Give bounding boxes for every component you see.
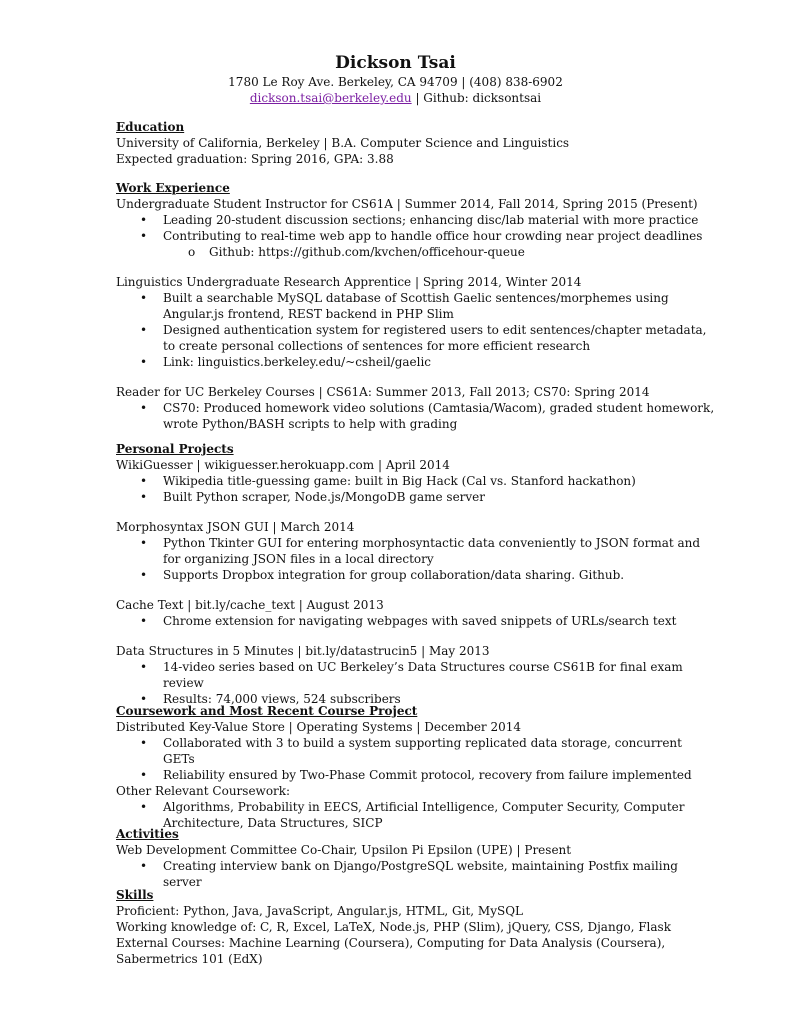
section-title: Coursework and Most Recent Course Project <box>116 704 418 718</box>
sub-bullet-item: o Github: https://github.com/kvchen/officehour-queue <box>116 244 716 260</box>
projects-section <box>116 441 716 707</box>
bullet-item: • Algorithms, Probability in EECS, Artificial Intelligence, Computer Security, Computer Architecture, Data Structures, SICP <box>116 799 716 831</box>
section-title: Work Experience <box>116 181 230 195</box>
entry-heading: Undergraduate Student Instructor for CS61A | Summer 2014, Fall 2014, Spring 2015 (Present) <box>116 197 698 211</box>
entry-heading: WikiGuesser | wikiguesser.herokuapp.com | April 2014 <box>116 458 450 472</box>
activities-section <box>116 826 716 890</box>
bullet-item: • Leading 20-student discussion sections; enhancing disc/lab material with more practice <box>116 212 716 228</box>
bullet-item: • Chrome extension for navigating webpages with saved snippets of URLs/search text <box>116 613 716 629</box>
skills-line: Working knowledge of: C, R, Excel, LaTeX, Node.js, PHP (Slim), jQuery, CSS, Django, Flask <box>116 920 671 934</box>
work-section <box>116 180 716 432</box>
education-line: Expected graduation: Spring 2016, GPA: 3.88 <box>116 152 394 166</box>
entry-heading: Data Structures in 5 Minutes | bit.ly/datastrucin5 | May 2013 <box>116 644 490 658</box>
email-link[interactable]: dickson.tsai@berkeley.edu <box>249 91 412 105</box>
resume-header <box>0 52 791 106</box>
bullet-item: • Built Python scraper, Node.js/MongoDB game server <box>116 489 716 505</box>
bullet-item: • Python Tkinter GUI for entering morphosyntactic data conveniently to JSON format and for organizing JSON files in a local directory <box>116 535 716 567</box>
entry-heading: Distributed Key-Value Store | Operating Systems | December 2014 <box>116 720 522 734</box>
section-title: Personal Projects <box>116 442 234 456</box>
section-title: Skills <box>116 888 154 902</box>
entry-heading: Cache Text | bit.ly/cache_text | August 2013 <box>116 598 384 612</box>
bullet-item: • CS70: Produced homework video solutions (Camtasia/Wacom), graded student homework, wrote Python/BASH scripts to help with grading <box>116 400 716 432</box>
bullet-item: • Link: linguistics.berkeley.edu/~csheil/gaelic <box>116 354 716 370</box>
entry-heading: Morphosyntax JSON GUI | March 2014 <box>116 520 355 534</box>
education-section <box>116 119 716 167</box>
bullet-item: • Collaborated with 3 to build a system supporting replicated data storage, concurrent GETs <box>116 735 716 767</box>
entry-heading: Other Relevant Coursework: <box>116 784 291 798</box>
education-line: University of California, Berkeley | B.A. Computer Science and Linguistics <box>116 136 570 150</box>
bullet-item: • 14-video series based on UC Berkeley’s Data Structures course CS61B for final exam review <box>116 659 716 691</box>
skills-line: Proficient: Python, Java, JavaScript, Angular.js, HTML, Git, MySQL <box>116 904 524 918</box>
coursework-section <box>116 703 716 831</box>
skills-section <box>116 887 716 967</box>
bullet-item: • Reliability ensured by Two-Phase Commit protocol, recovery from failure implemented <box>116 767 716 783</box>
entry-heading: Linguistics Undergraduate Research Apprentice | Spring 2014, Winter 2014 <box>116 275 582 289</box>
bullet-item: • Wikipedia title-guessing game: built in Big Hack (Cal vs. Stanford hackathon) <box>116 473 716 489</box>
bullet-item: • Creating interview bank on Django/PostgreSQL website, maintaining Postfix mailing server <box>116 858 716 890</box>
candidate-name: Dickson Tsai <box>335 53 456 73</box>
address-line: 1780 Le Roy Ave. Berkeley, CA 94709 | (408) 838-6902 <box>228 75 563 89</box>
bullet-item: • Contributing to real-time web app to handle office hour crowding near project deadlines <box>116 228 716 244</box>
skills-line: External Courses: Machine Learning (Coursera), Computing for Data Analysis (Coursera), Sabermetrics 101 (EdX) <box>116 936 666 966</box>
bullet-item: • Designed authentication system for registered users to edit sentences/chapter metadata, to create personal collections of sentences for more efficient research <box>116 322 716 354</box>
entry-heading: Web Development Committee Co-Chair, Upsilon Pi Epsilon (UPE) | Present <box>116 843 572 857</box>
section-title: Activities <box>116 827 179 841</box>
github-handle: | Github: dicksontsai <box>411 91 542 105</box>
section-title: Education <box>116 120 185 134</box>
entry-heading: Reader for UC Berkeley Courses | CS61A: Summer 2013, Fall 2013; CS70: Spring 2014 <box>116 385 650 399</box>
bullet-item: • Built a searchable MySQL database of Scottish Gaelic sentences/morphemes using Angular.js frontend, REST backend in PHP Slim <box>116 290 716 322</box>
bullet-item: • Supports Dropbox integration for group collaboration/data sharing. Github. <box>116 567 716 583</box>
contact-line <box>0 90 791 106</box>
bullet-item: • Results: 74,000 views, 524 subscribers <box>116 691 716 707</box>
